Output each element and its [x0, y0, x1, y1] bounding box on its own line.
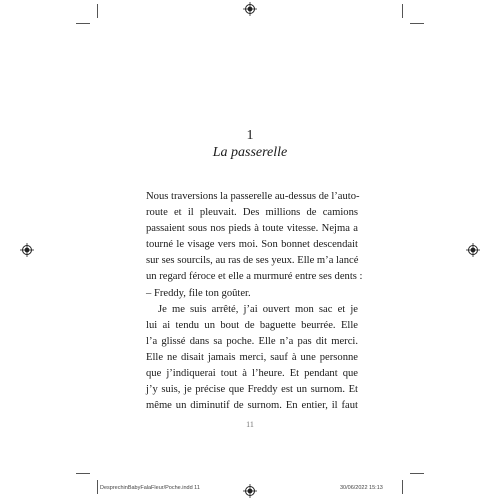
- page-number: 11: [246, 420, 254, 429]
- body-text: [146, 189, 363, 414]
- crop-mark: [402, 4, 403, 18]
- slug-datetime: 30/06/2022 15:13: [340, 485, 383, 491]
- slug-file: DesprechinBabyFalaFleur/Poche.indd 11: [100, 485, 200, 491]
- text-line: Elle ne disait jamais merci, sauf à une personne: [146, 351, 358, 363]
- text-line: j’y suis, je précise que Freddy est un surnom. Et: [146, 384, 358, 396]
- crop-mark: [97, 480, 98, 494]
- text-line: que j’indiquerai tout à l’heure. Et pendant que: [146, 368, 358, 380]
- chapter-number: 1: [246, 128, 254, 143]
- text-line: passaient sous nos pieds à toute vitesse. Nejma a: [146, 223, 358, 235]
- registration-mark-icon: [20, 243, 34, 257]
- registration-mark-icon: [243, 484, 257, 498]
- text-line: l’a glissé dans sa poche. Elle n’a pas dit merci.: [146, 335, 358, 347]
- text-line: route et il pleuvait. Des millions de camions: [146, 207, 358, 219]
- crop-mark: [410, 473, 424, 474]
- crop-mark: [76, 473, 90, 474]
- text-line: sur ses sourcils, au ras de ses yeux. Elle m’a lancé: [146, 255, 359, 267]
- registration-mark-icon: [466, 243, 480, 257]
- crop-mark: [410, 23, 424, 24]
- crop-mark: [97, 4, 98, 18]
- crop-mark: [402, 480, 403, 494]
- dialogue-line: – Freddy, file ton goûter.: [146, 287, 251, 299]
- text-line: Je me suis arrêté, j’ai ouvert mon sac et je: [158, 303, 358, 315]
- text-line: un regard féroce et elle a murmuré entre ses dents :: [146, 271, 363, 283]
- crop-mark: [76, 23, 90, 24]
- registration-mark-icon: [243, 2, 257, 16]
- text-line: tourné le visage vers moi. Son bonnet descendait: [146, 239, 358, 251]
- text-line: même un diminutif de surnom. En entier, il faut: [146, 400, 358, 412]
- text-line: Nous traversions la passerelle au-dessus de l’auto-: [146, 191, 360, 202]
- text-line: lui ai tendu un bout de baguette beurrée. Elle: [146, 319, 358, 331]
- chapter-title: La passerelle: [212, 145, 288, 160]
